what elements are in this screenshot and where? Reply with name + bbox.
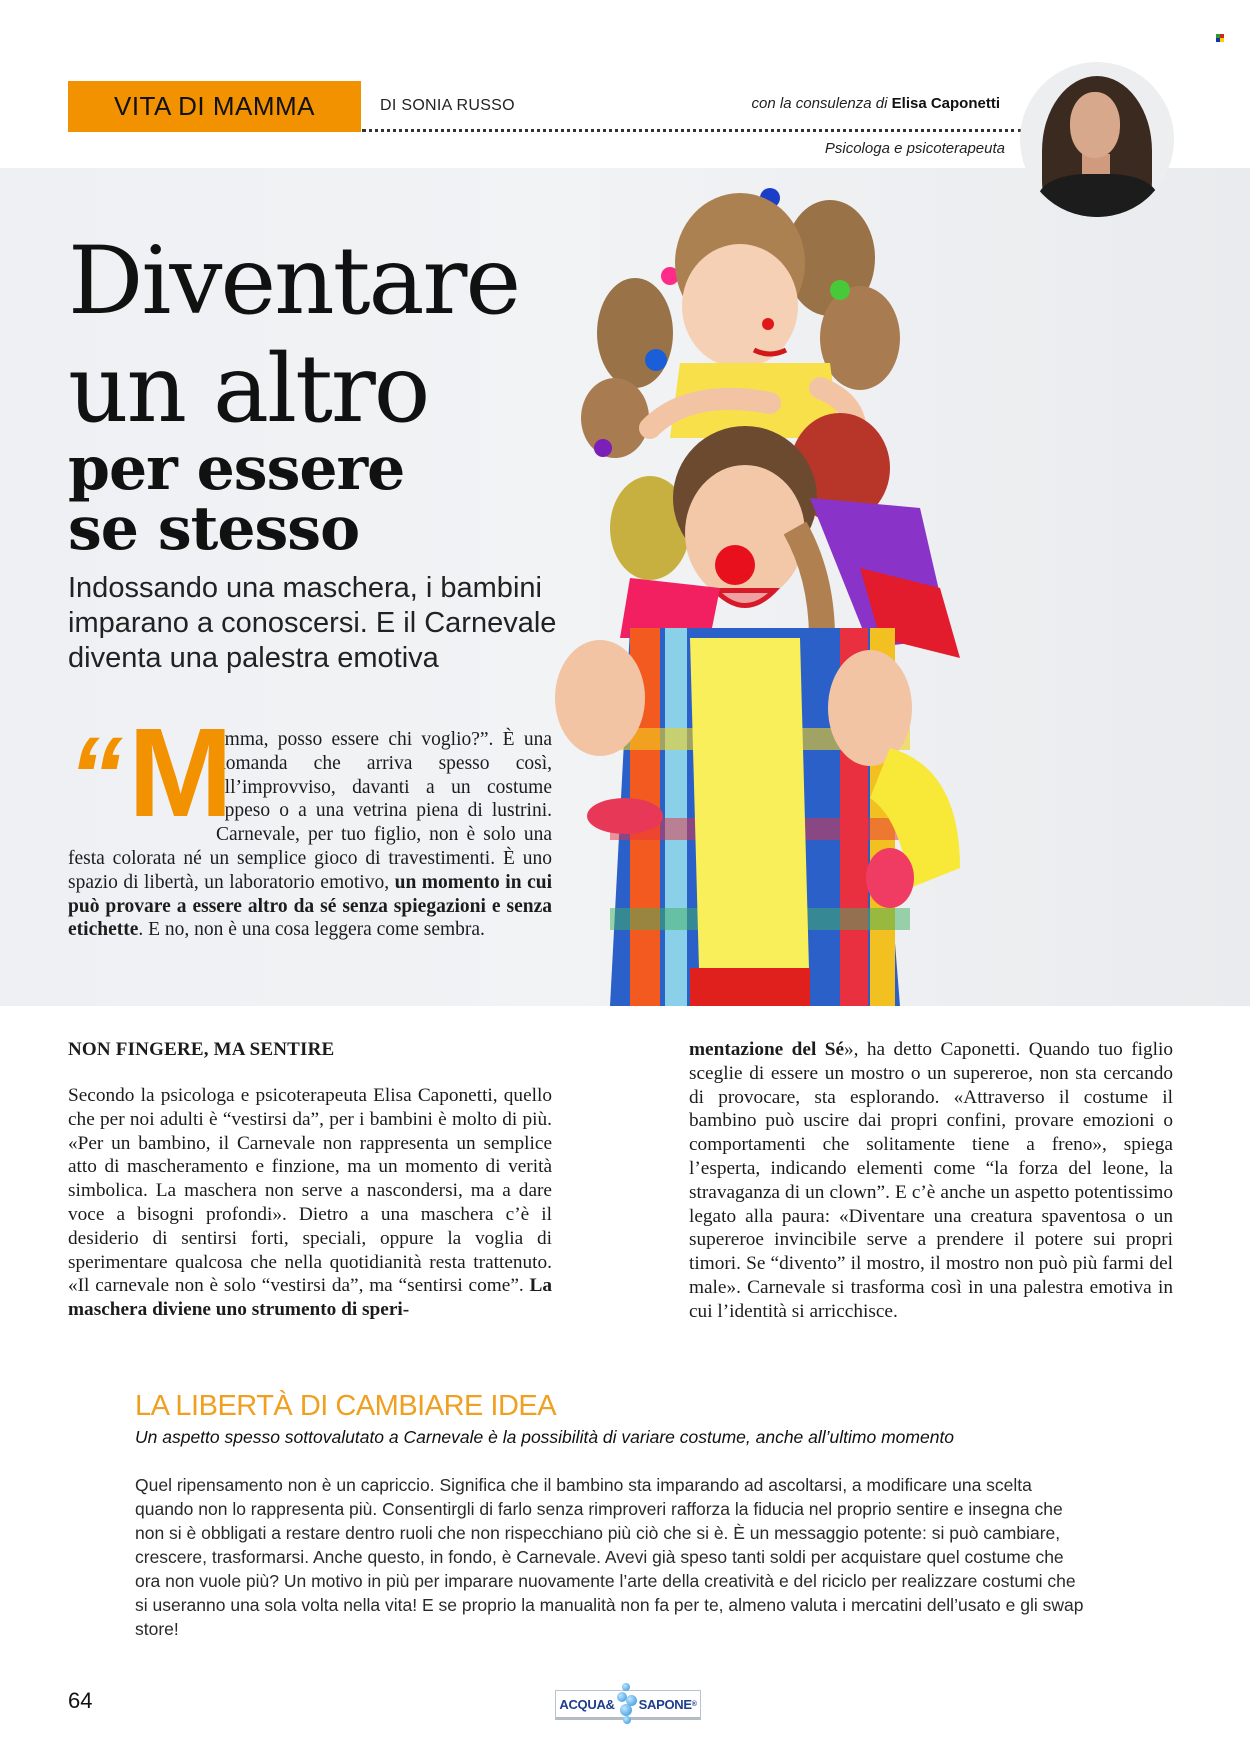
- box-heading: LA LIBERTÀ DI CAMBIARE IDEA: [135, 1390, 557, 1422]
- dotted-divider: [362, 129, 1022, 132]
- bubbles-icon: [616, 1689, 638, 1719]
- headline-line-4: se stesso: [68, 494, 360, 564]
- standfirst: Indossando una maschera, i bambini imparano a conoscersi. E il Carnevale diventa una palestra emotiva: [68, 572, 557, 674]
- brand-name-right: SAPONE: [638, 1696, 692, 1712]
- quote-mark-icon: “: [68, 715, 123, 838]
- registered-mark: ®: [691, 1700, 697, 1708]
- headline-line-1: Diventare: [68, 227, 520, 336]
- brand-logo: [555, 1690, 701, 1720]
- box-body-text: Quel ripensamento non è un capriccio. Significa che il bambino sta imparando ad ascoltarsi, a modificare una scelta quando non lo rappresenta più. Consentirgli di farlo senza rimproveri rafforza la fiducia nel proprio sentire e insegna che non si è obbligati a restare dentro ruoli che non rispecchiano più ciò che si è. È un messaggio potente: si può cambiare, crescere, trasformarsi. Anche questo, in fondo, è Carnevale. Avevi già speso tanti soldi per acquistare quel costume che ora non vuole più? Un motivo in più per imparare nuovamente l’arte della creatività e del riciclo per realizzare costumi che si useranno una sola volta nella vita! E se proprio la manualità non fa per te, almeno valuta i mercatini dell’usato e gli swap store!: [135, 1475, 1084, 1639]
- column-text-bold: La maschera diviene uno strumento di speri-: [68, 1275, 552, 1321]
- lead-paragraph: [68, 702, 552, 942]
- expert-name: Elisa Caponetti: [891, 95, 1000, 112]
- column-text-bold: mentazione del Sé: [689, 1039, 845, 1060]
- consultant-credit: [752, 95, 1000, 112]
- article-column-left: [68, 1038, 552, 1322]
- expert-role: Psicologa e psicoterapeuta: [824, 140, 1005, 157]
- drop-cap: [68, 702, 233, 843]
- brand-name-left: ACQUA&: [559, 1696, 615, 1712]
- box-subheading: Un aspetto spesso sottovalutato a Carnevale è la possibilità di variare costume, anche all’ultimo momento: [135, 1427, 955, 1447]
- column-text: », ha detto Caponetti. Quando tuo figlio sceglie di essere un mostro o un supereroe, non sta cercando di provocare, sta esplorando. «Attraverso il costume il bambino può uscire dai propri confini, provare emozioni o comportamenti che solitamente tiene a freno», spiega l’esperta, indicando elementi come “la forza del leone, la stravaganza di un clown”. E c’è anche un aspetto potentissimo legato alla paura: «Diventare una creatura spaventosa o un supereroe invincibile serve a prendere il potere sui propri timori. Se “divento” il mostro, il mostro non può più farmi del male». Carnevale si trasforma così in una palestra emotiva in cui l’identità si arricchisce.: [689, 1039, 1173, 1322]
- page-number: 64: [68, 1688, 93, 1713]
- lead-text-bold: un momento in cui può provare a essere altro da sé senza spiegazioni e senza etichette: [68, 871, 552, 941]
- lead-text: amma, posso essere chi voglio?”. È una domanda che arriva spesso così, all’improvviso, davanti a un costume appeso o a una vetrina piena di lustrini. Carnevale, per tuo figlio, non è solo una festa colorata né un semplice gioco di travestimenti. È uno spazio di libertà, un laboratorio emotivo,: [68, 729, 552, 893]
- article-column-right: [689, 1038, 1173, 1324]
- hero-photo: [540, 168, 1100, 1006]
- color-registration-mark-icon: [1216, 34, 1225, 43]
- section-tag: VITA DI MAMMA: [68, 81, 361, 132]
- author-byline: DI SONIA RUSSO: [380, 97, 515, 114]
- column-text: Secondo la psicologa e psicoterapeuta Elisa Caponetti, quello che per noi adulti è “vestirsi da”, per i bambini è molto di più. «Per un bambino, il Carnevale non rappresenta un semplice atto di mascheramento e finzione, ma un momento di verità simbolica. La maschera non serve a nascondersi, ma a dare voce a bisogni profondi». Dietro a una maschera c’è il desiderio di sentirsi forti, speciali, oppure la voglia di sperimentare qualcosa che nella quotidianità resta trattenuto. «Il carnevale non è solo “vestirsi da”, ma “sentirsi come”.: [68, 1085, 552, 1297]
- headline-line-3: per essere: [68, 434, 405, 504]
- lead-text-end: . E no, non è una cosa leggera come sembra.: [138, 919, 485, 941]
- section-heading: NON FINGERE, MA SENTIRE: [68, 1039, 335, 1060]
- consult-prefix: con la consulenza di: [751, 95, 888, 112]
- headline-line-2: un altro: [68, 335, 429, 444]
- drop-cap-letter: M: [128, 702, 233, 843]
- expert-avatar: [1020, 62, 1174, 217]
